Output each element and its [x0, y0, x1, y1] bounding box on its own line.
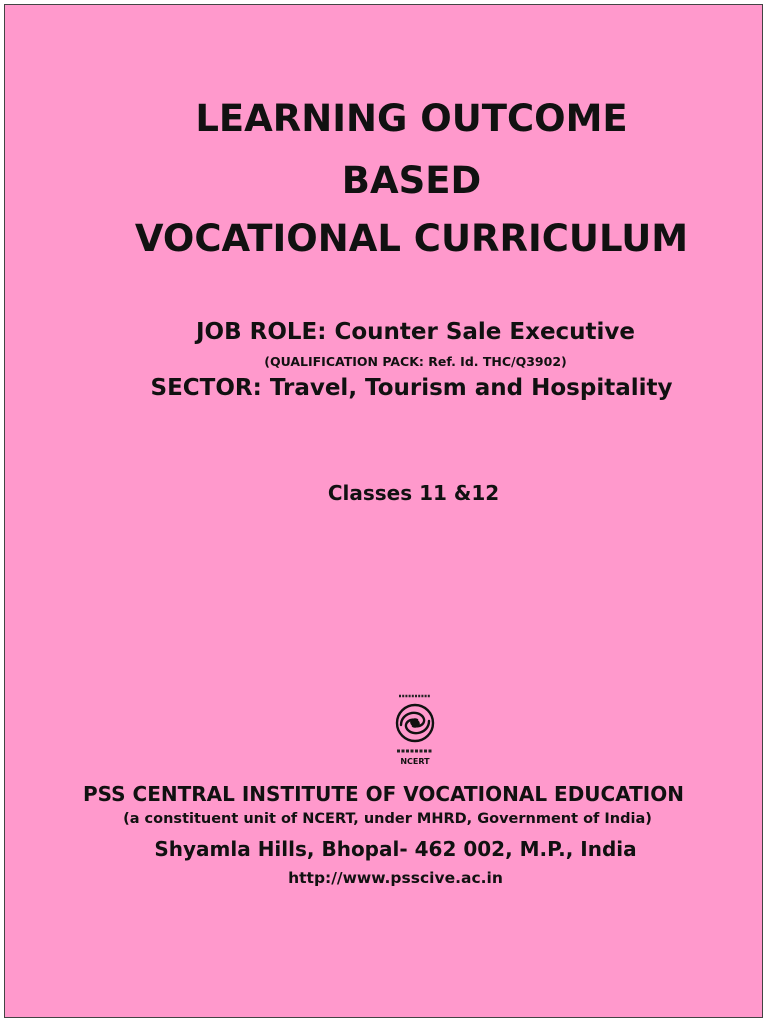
- sector: SECTOR: Travel, Tourism and Hospitality: [150, 375, 673, 401]
- title-line-2: BASED: [341, 159, 482, 202]
- classes: Classes 11 &12: [327, 481, 500, 505]
- job-role: JOB ROLE: Counter Sale Executive: [195, 319, 636, 345]
- ncert-label: NCERT: [400, 757, 430, 766]
- institute-name: PSS CENTRAL INSTITUTE OF VOCATIONAL EDUCATION: [83, 782, 684, 806]
- cover-page: [4, 4, 763, 1018]
- title-line-3: VOCATIONAL CURRICULUM: [134, 217, 689, 260]
- ncert-logo-graphic: [377, 691, 453, 771]
- title-line-1: LEARNING OUTCOME: [195, 97, 628, 140]
- institute-website-link[interactable]: http://www.psscive.ac.in: [288, 869, 503, 887]
- qualification-pack: (QUALIFICATION PACK: Ref. Id. THC/Q3902): [264, 354, 567, 369]
- institute-affiliation: (a constituent unit of NCERT, under MHRD, Government of India): [123, 811, 652, 827]
- institute-address: Shyamla Hills, Bhopal- 462 002, M.P., India: [154, 837, 637, 861]
- ncert-logo-icon: [377, 691, 453, 771]
